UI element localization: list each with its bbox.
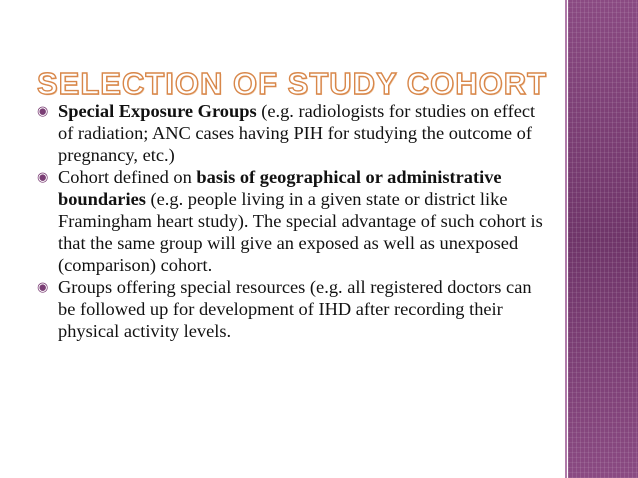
bullet-text: (e.g. people living in a given state or district like Framingham heart study). The special advantage of such cohort is that the same group will give an exposed as well as unexposed (comparison) cohort. (58, 189, 543, 275)
bullet-item-geographical-cohort (37, 166, 547, 276)
bullet-item-special-exposure (37, 100, 547, 166)
radio-bullet-icon: ◉ (37, 104, 49, 119)
bullet-text: (e.g. radiologists for studies on effect of radiation; ANC cases having PIH for studying the outcome of pregnancy, etc.) (58, 101, 536, 165)
radio-bullet-icon: ◉ (37, 280, 49, 295)
bullet-bold-phrase: basis of geographical or administrative boundaries (58, 167, 502, 209)
bullet-list (37, 100, 547, 342)
radio-bullet-icon: ◉ (37, 170, 49, 185)
bullet-item-special-resources (37, 276, 547, 342)
decorative-side-band (568, 0, 638, 478)
bullet-lead: Cohort defined on (58, 167, 197, 187)
side-divider-line (565, 0, 567, 478)
slide-title: SELECTION OF STUDY COHORT (37, 66, 548, 101)
bullet-bold-lead: Special Exposure Groups (58, 101, 257, 121)
bullet-text: Groups offering special resources (e.g. all registered doctors can be followed up for development of IHD after recording their physical activity levels. (58, 277, 532, 341)
